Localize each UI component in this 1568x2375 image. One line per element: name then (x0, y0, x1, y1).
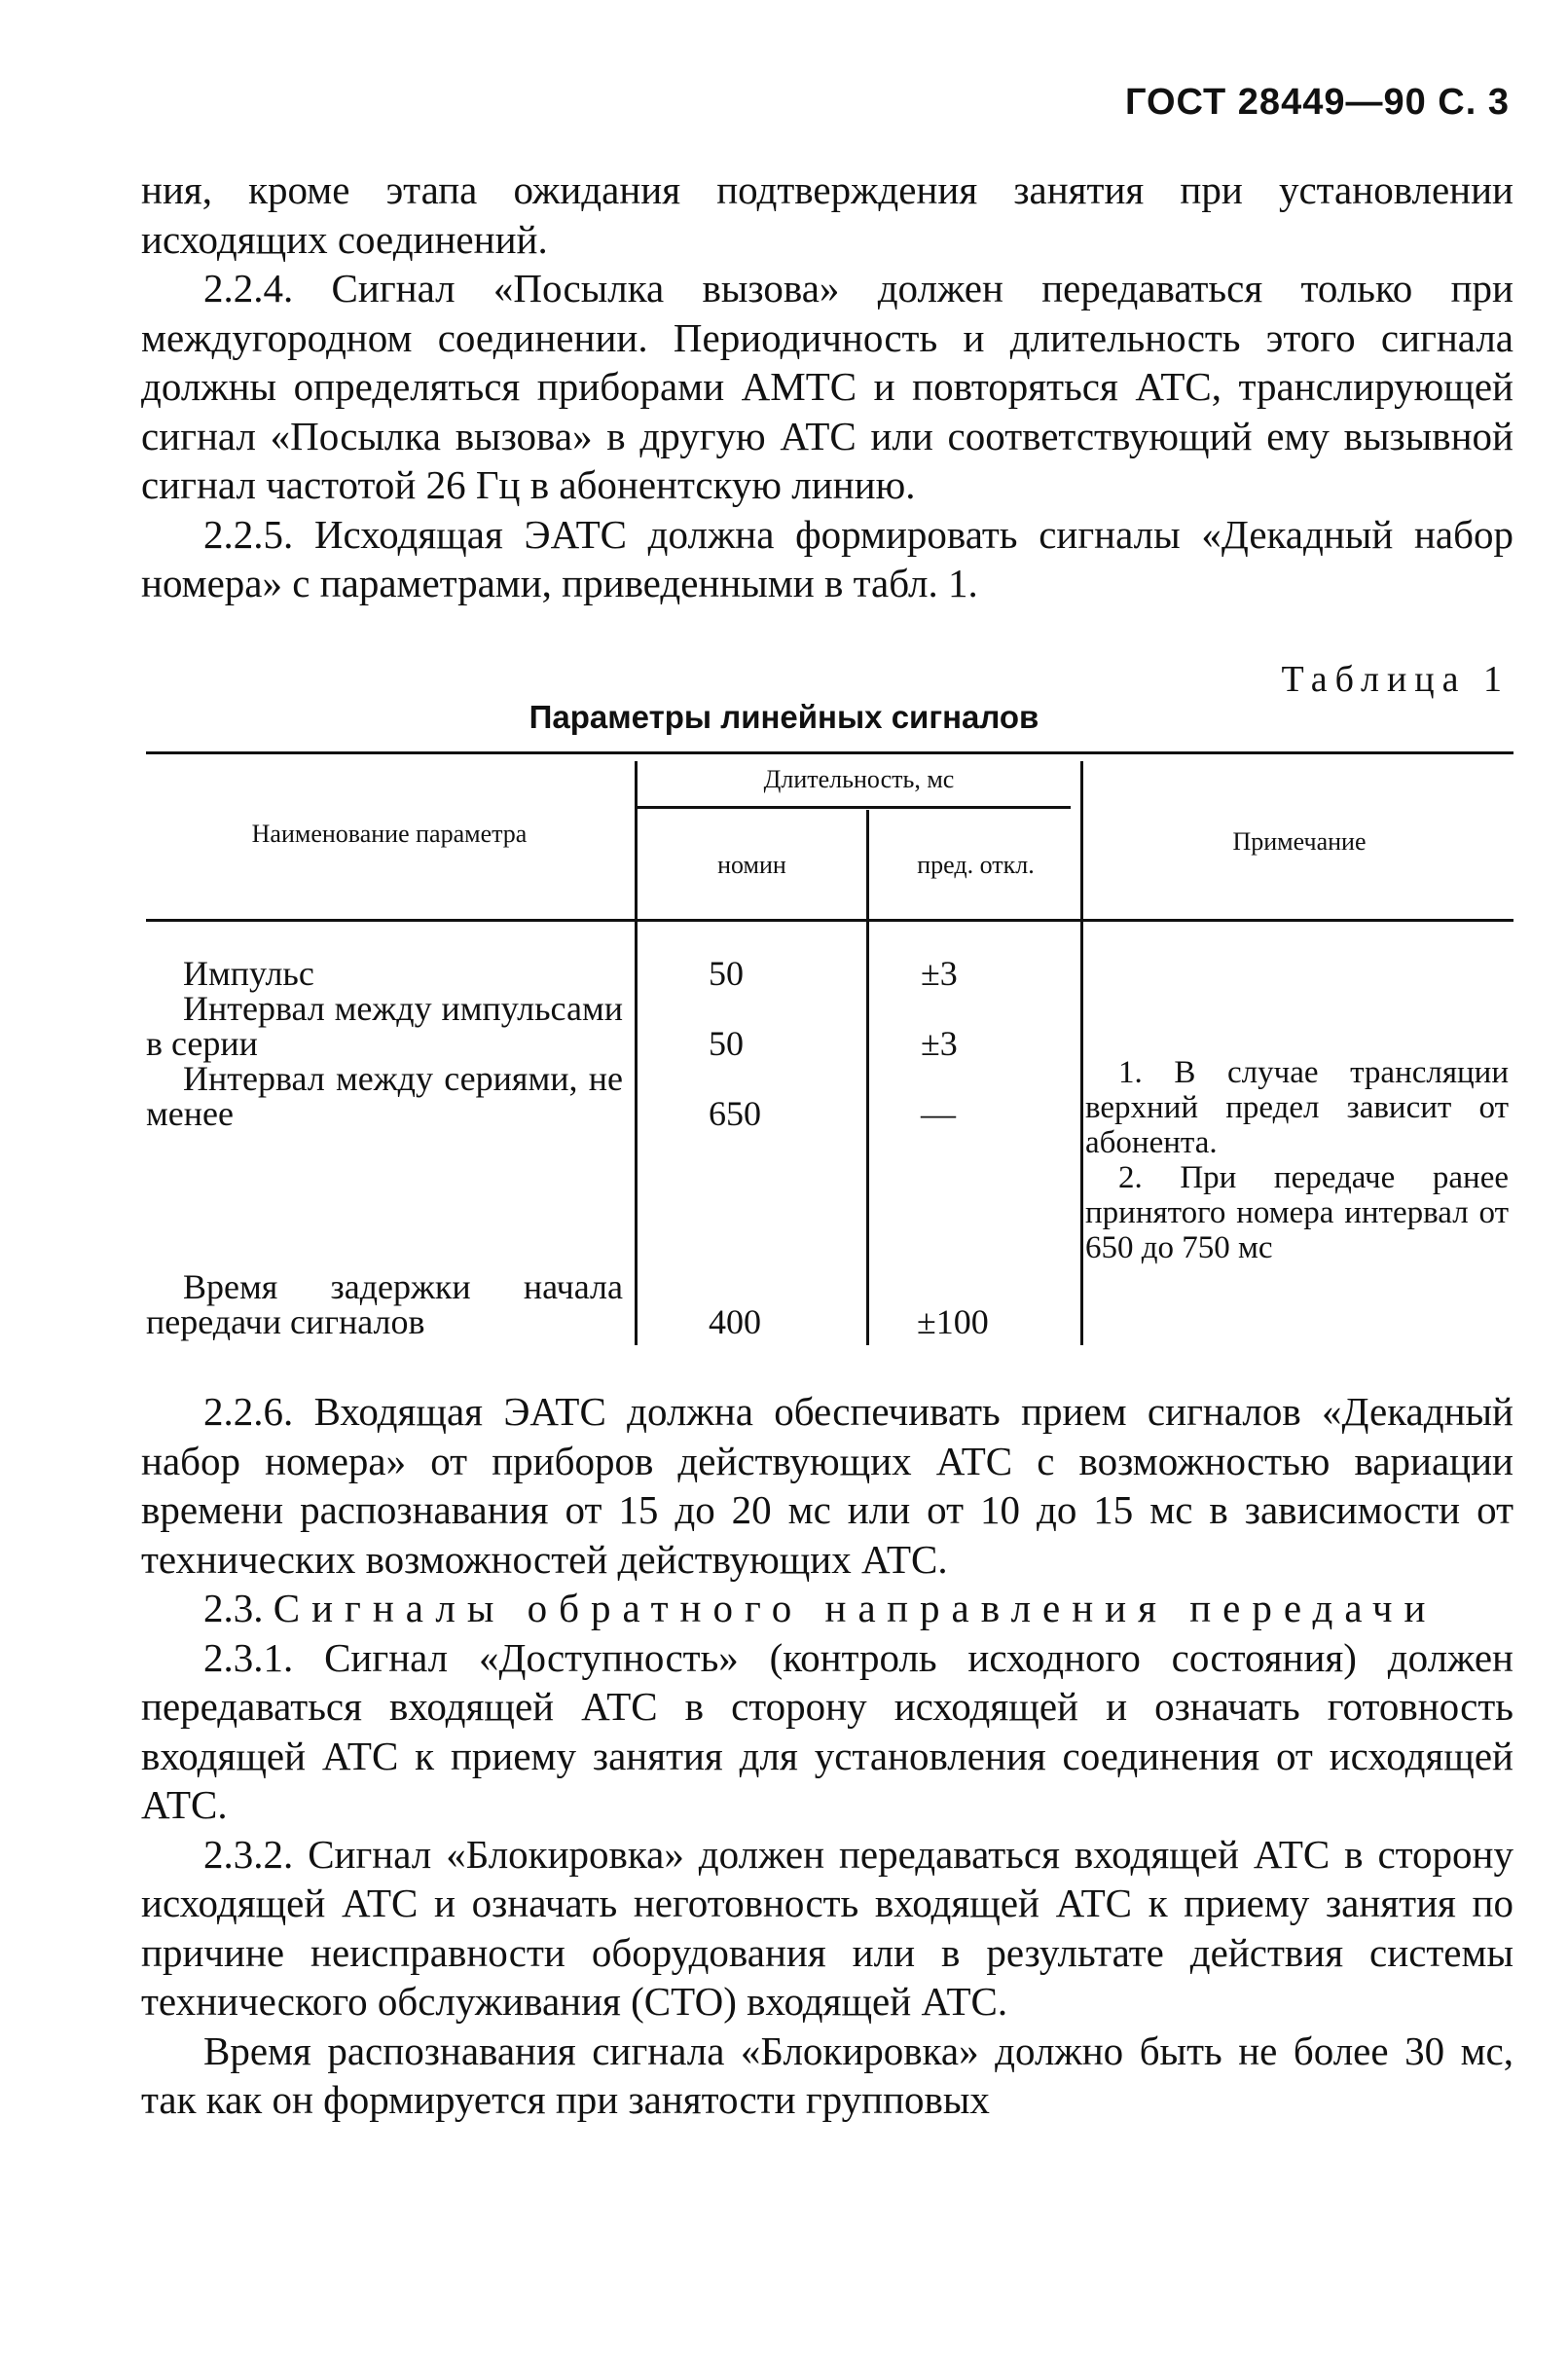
table-title: Параметры линейных сигналов (529, 699, 1039, 735)
table-divider-name (635, 761, 638, 1345)
table-top-rule (146, 751, 1513, 754)
header-nominal: номин (717, 851, 786, 879)
paragraph-2-3-1: 2.3.1. Сигнал «Доступность» (контроль исходного состояния) должен передаваться входящей АТС в сторону исходящей и означать готовность входящей АТС к приему занятия для установления соединения от исходящей АТС. (141, 1634, 1513, 1827)
table-number-label: Таблица 1 (1281, 659, 1510, 700)
header-tolerance: пред. откл. (917, 851, 1035, 879)
paragraph-2-2-5: 2.2.5. Исходящая ЭАТС должна формировать сигналы «Декадный набор номера» с параметрами, приведенными в табл. 1. (141, 511, 1513, 605)
header-note: Примечание (1232, 827, 1367, 856)
header-duration: Длительность, мс (763, 765, 955, 793)
running-header: ГОСТ 28449—90 С. 3 (1124, 82, 1510, 123)
table-note-2: 2. При передаче ранее принятого номера интервал от 650 до 750 мс (1085, 1160, 1509, 1265)
paragraph-2-2-4: 2.2.4. Сигнал «Посылка вызова» должен передаваться только при междугородном соединении. Периодичность и длительность этого сигнала должны определяться приборами АМТС и повторяться АТС, транслирующей сигнал «Посылка вызова» в другую АТС или соответствующий ему вызывной сигнал частотой 26 Гц в абонентскую линию. (141, 266, 1513, 507)
top-text-block (141, 165, 1513, 608)
row-tolerance-interseries: — (921, 1094, 956, 1133)
row-nominal-interpulse: 50 (709, 1024, 744, 1063)
table-header-rule (146, 919, 1513, 922)
section-2-3-title: Сигналы обратного направления передачи (273, 1586, 1438, 1630)
table-divider-nominal (866, 810, 869, 1345)
section-2-3-heading (141, 1584, 1513, 1633)
row-nominal-impulse: 50 (709, 954, 744, 993)
table-divider-tolerance (1080, 761, 1083, 1345)
row-nominal-delay: 400 (709, 1302, 761, 1341)
paragraph-2-3-2: 2.3.2. Сигнал «Блокировка» должен передаваться входящей АТС в сторону исходящей АТС и означать неготовность входящей АТС к приему занятия по причине неисправности оборудования или в результате действия системы технического обслуживания (СТО) входящей АТС. (141, 1831, 1513, 2024)
table-notes (1085, 1055, 1509, 1265)
row-name-impulse: Импульс (183, 954, 314, 993)
bottom-text-block (141, 1387, 1513, 2125)
header-parameter-name: Наименование параметра (251, 820, 528, 848)
table-note-1: 1. В случае трансляции верхний предел зависит от абонента. (1085, 1055, 1509, 1160)
section-2-3-number: 2.3. (203, 1586, 264, 1630)
paragraph-continuation: ния, кроме этапа ожидания подтверждения занятия при установлении исходящих соединений. (141, 167, 1513, 262)
row-name-interpulse: Интервал между импульсами в серии (146, 989, 623, 1063)
row-name-delay: Время задержки начала передачи сигналов (146, 1267, 623, 1341)
row-tolerance-delay: ±100 (917, 1302, 989, 1341)
paragraph-recognition-time: Время распознавания сигнала «Блокировка» должно быть не более 30 мс, так как он формируется при занятости групповых (141, 2028, 1513, 2122)
row-name-interseries: Интервал между сериями, не менее (146, 1059, 623, 1133)
row-tolerance-interpulse: ±3 (921, 1024, 958, 1063)
parameters-table (146, 751, 1513, 1345)
duration-subheader-rule (638, 806, 1071, 809)
row-nominal-interseries: 650 (709, 1094, 761, 1133)
row-tolerance-impulse: ±3 (921, 954, 958, 993)
paragraph-2-2-6: 2.2.6. Входящая ЭАТС должна обеспечивать прием сигналов «Декадный набор номера» от приборов действующих АТС с возможностью вариации времени распознавания от 15 до 20 мс или от 10 до 15 мс в зависимости от технических возможностей действующих АТС. (141, 1389, 1513, 1582)
